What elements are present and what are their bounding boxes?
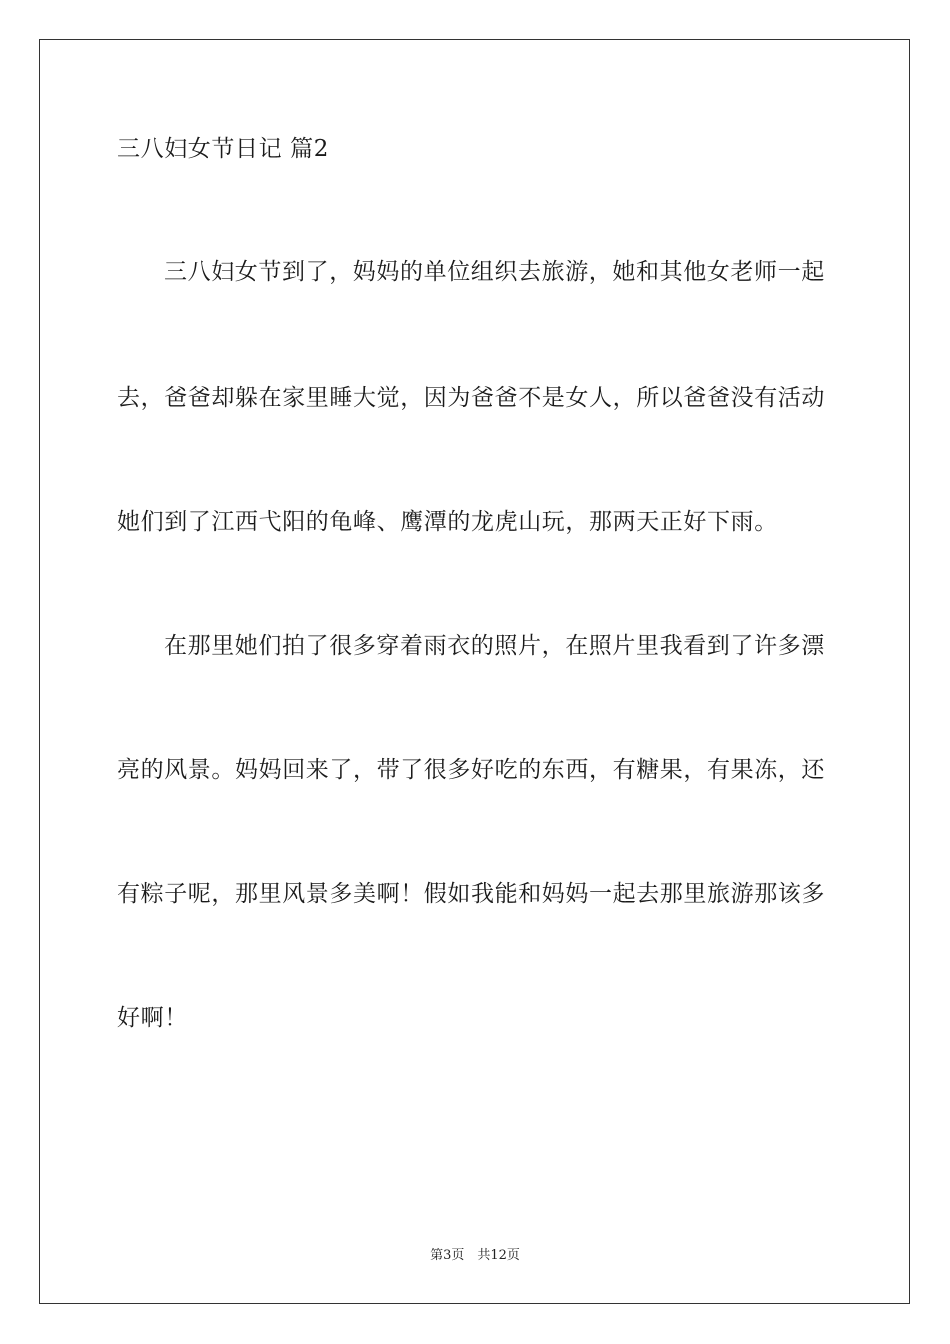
paragraph-2-line-1: 在那里她们拍了很多穿着雨衣的照片，在照片里我看到了许多漂: [164, 633, 825, 659]
paragraph-2-line-4: 好啊！: [117, 1005, 188, 1031]
paragraph-1-line-3: 她们到了江西弋阳的龟峰、鹰潭的龙虎山玩，那两天正好下雨。: [117, 509, 778, 535]
paragraph-2-line-2: 亮的风景。妈妈回来了，带了很多好吃的东西，有糖果，有果冻，还: [117, 757, 825, 783]
page-number-footer: 第3页 共12页: [430, 1248, 520, 1263]
document-title: 三八妇女节日记 篇2: [117, 136, 329, 162]
paragraph-1-line-2: 去，爸爸却躲在家里睡大觉，因为爸爸不是女人，所以爸爸没有活动: [117, 385, 825, 411]
paragraph-2-line-3: 有粽子呢，那里风景多美啊！假如我能和妈妈一起去那里旅游那该多: [117, 881, 825, 907]
paragraph-1-line-1: 三八妇女节到了，妈妈的单位组织去旅游，她和其他女老师一起: [164, 259, 825, 285]
page-border: [39, 39, 910, 1304]
